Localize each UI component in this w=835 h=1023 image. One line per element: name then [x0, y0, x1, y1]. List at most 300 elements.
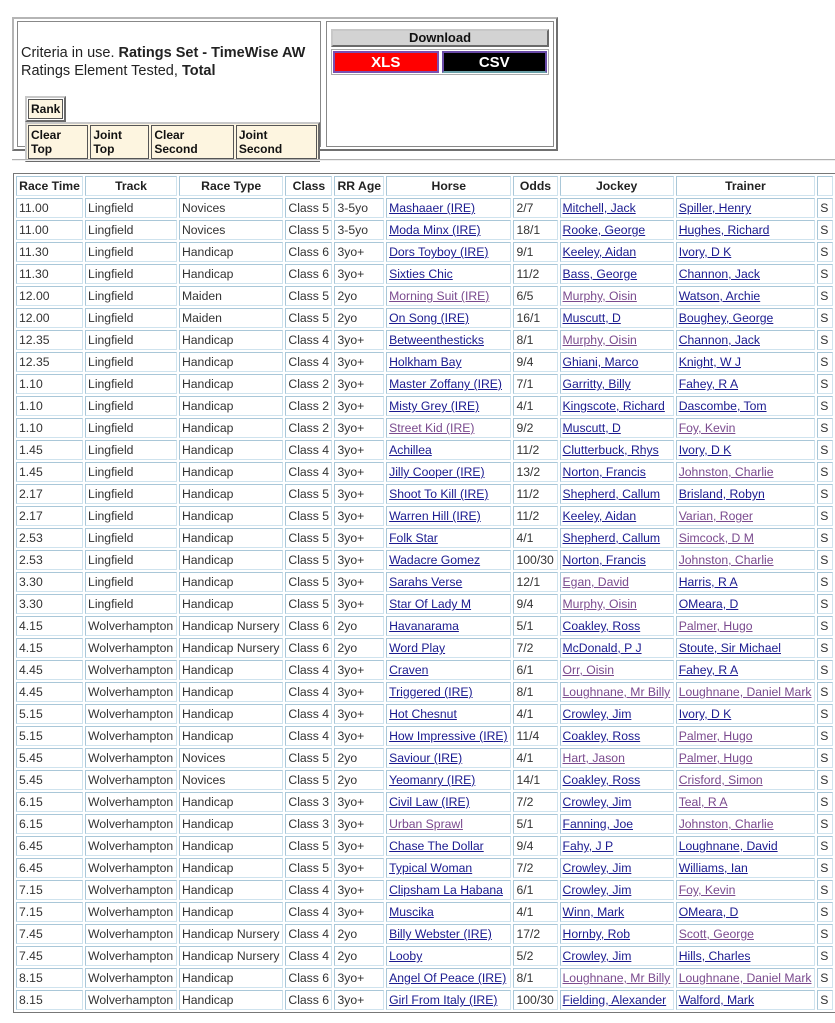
horse-link[interactable]: Hot Chesnut [389, 707, 457, 721]
odds-cell: 100/30 [513, 550, 557, 570]
odds-cell: 8/1 [513, 682, 557, 702]
jockey-link[interactable]: Coakley, Ross [562, 773, 641, 787]
trainer-link[interactable]: Johnston, Charlie [678, 553, 774, 567]
col-track: Track [85, 176, 177, 196]
horse-link[interactable]: Civil Law (IRE) [389, 795, 470, 809]
horse-link[interactable]: Achillea [389, 443, 432, 457]
jockey-link[interactable]: Keeley, Aidan [562, 245, 637, 259]
jockey-link[interactable]: Kingscote, Richard [562, 399, 665, 413]
class-cell: Class 6 [285, 968, 332, 988]
jockey-link[interactable]: Shepherd, Callum [562, 487, 661, 501]
jockey-cell [560, 902, 674, 922]
table-row [16, 330, 833, 350]
horse-cell [386, 880, 511, 900]
horse-link[interactable]: On Song (IRE) [389, 311, 470, 325]
table-row [16, 286, 833, 306]
table-row [16, 440, 833, 460]
trainer-link[interactable]: Stoute, Sir Michael [678, 641, 781, 655]
horse-cell [386, 616, 511, 636]
jockey-cell [560, 462, 674, 482]
download-header: Download [331, 29, 549, 47]
horse-link[interactable]: Triggered (IRE) [389, 685, 473, 699]
race-time-cell: 4.15 [16, 616, 83, 636]
rr-age-cell: 3yo+ [334, 462, 384, 482]
jockey-link[interactable]: Murphy, Oisin [562, 597, 637, 611]
class-cell: Class 5 [285, 506, 332, 526]
rr-age-cell: 3yo+ [334, 242, 384, 262]
jockey-link[interactable]: Ghiani, Marco [562, 355, 639, 369]
extra-cell: S [817, 748, 833, 768]
track-cell: Lingfield [85, 396, 177, 416]
extra-cell: S [817, 660, 833, 680]
race-time-cell: 8.15 [16, 990, 83, 1010]
extra-cell: S [817, 550, 833, 570]
trainer-link[interactable]: Loughnane, Daniel Mark [678, 971, 812, 985]
trainer-cell [676, 990, 816, 1010]
jockey-link[interactable]: Norton, Francis [562, 553, 646, 567]
horse-cell [386, 682, 511, 702]
horse-link[interactable]: Moda Minx (IRE) [389, 223, 481, 237]
element-label: Ratings Element Tested, [21, 63, 178, 79]
xls-download-button[interactable]: XLS [333, 51, 439, 73]
class-cell: Class 5 [285, 572, 332, 592]
odds-cell: 9/1 [513, 242, 557, 262]
table-row [16, 770, 833, 790]
horse-link[interactable]: Misty Grey (IRE) [389, 399, 480, 413]
filter-button-group [25, 122, 320, 162]
csv-download-button[interactable]: CSV [442, 51, 548, 73]
track-cell: Wolverhampton [85, 858, 177, 878]
track-cell: Lingfield [85, 528, 177, 548]
trainer-link[interactable]: Foy, Kevin [678, 883, 736, 897]
rr-age-cell: 3yo+ [334, 528, 384, 548]
horse-link[interactable]: Angel Of Peace (IRE) [389, 971, 507, 985]
odds-cell: 14/1 [513, 770, 557, 790]
track-cell: Wolverhampton [85, 968, 177, 988]
jockey-link[interactable]: Norton, Francis [562, 465, 646, 479]
odds-cell: 17/2 [513, 924, 557, 944]
horse-link[interactable]: Muscika [389, 905, 434, 919]
trainer-cell [676, 242, 816, 262]
trainer-cell [676, 286, 816, 306]
rr-age-cell: 3yo+ [334, 902, 384, 922]
table-row [16, 682, 833, 702]
trainer-link[interactable]: OMeara, D [678, 597, 739, 611]
trainer-link[interactable]: Fahey, R A [678, 663, 739, 677]
trainer-link[interactable]: Johnston, Charlie [678, 465, 774, 479]
trainer-cell [676, 550, 816, 570]
extra-cell: S [817, 264, 833, 284]
horse-cell [386, 704, 511, 724]
jockey-cell [560, 264, 674, 284]
jockey-link[interactable]: Bass, George [562, 267, 638, 281]
race-time-cell: 11.30 [16, 242, 83, 262]
jockey-link[interactable]: Murphy, Oisin [562, 289, 637, 303]
horse-cell [386, 858, 511, 878]
rr-age-cell: 2yo [334, 924, 384, 944]
jockey-cell [560, 528, 674, 548]
race-type-cell: Handicap [179, 880, 283, 900]
jockey-cell [560, 330, 674, 350]
extra-cell: S [817, 902, 833, 922]
jockey-link[interactable]: Crowley, Jim [562, 795, 632, 809]
race-type-cell: Handicap [179, 682, 283, 702]
horse-cell [386, 462, 511, 482]
horse-link[interactable]: Sarahs Verse [389, 575, 463, 589]
jockey-link[interactable]: Muscutt, D [562, 311, 621, 325]
race-type-cell: Handicap [179, 440, 283, 460]
trainer-link[interactable]: Channon, Jack [678, 333, 760, 347]
extra-cell: S [817, 220, 833, 240]
horse-cell [386, 528, 511, 548]
horse-link[interactable]: Warren Hill (IRE) [389, 509, 481, 523]
trainer-cell [676, 264, 816, 284]
trainer-link[interactable]: Crisford, Simon [678, 773, 763, 787]
rr-age-cell: 3yo+ [334, 484, 384, 504]
table-row [16, 814, 833, 834]
extra-cell: S [817, 396, 833, 416]
jockey-link[interactable]: Murphy, Oisin [562, 333, 637, 347]
rr-age-cell: 2yo [334, 638, 384, 658]
horse-link[interactable]: Morning Suit (IRE) [389, 289, 490, 303]
horse-cell [386, 242, 511, 262]
race-time-cell: 2.17 [16, 506, 83, 526]
trainer-link[interactable]: Ivory, D K [678, 443, 732, 457]
horse-link[interactable]: Billy Webster (IRE) [389, 927, 492, 941]
jockey-link[interactable]: Shepherd, Callum [562, 531, 661, 545]
rr-age-cell: 3yo+ [334, 704, 384, 724]
criteria-prefix: Criteria in use. [21, 45, 115, 61]
table-row [16, 748, 833, 768]
rr-age-cell: 2yo [334, 770, 384, 790]
jockey-link[interactable]: Winn, Mark [562, 905, 625, 919]
trainer-link[interactable]: Foy, Kevin [678, 421, 736, 435]
track-cell: Lingfield [85, 374, 177, 394]
trainer-link[interactable]: Loughnane, Daniel Mark [678, 685, 812, 699]
extra-cell: S [817, 374, 833, 394]
class-cell: Class 5 [285, 528, 332, 548]
download-cell [326, 21, 554, 147]
jockey-cell [560, 924, 674, 944]
odds-cell: 11/2 [513, 506, 557, 526]
horse-link[interactable]: Chase The Dollar [389, 839, 484, 853]
jockey-link[interactable]: McDonald, P J [562, 641, 642, 655]
trainer-cell [676, 638, 816, 658]
horse-link[interactable]: Typical Woman [389, 861, 473, 875]
col-jockey: Jockey [560, 176, 674, 196]
trainer-cell [676, 792, 816, 812]
trainer-link[interactable]: OMeara, D [678, 905, 739, 919]
horse-link[interactable]: Star Of Lady M [389, 597, 472, 611]
jockey-link[interactable]: Coakley, Ross [562, 619, 641, 633]
horse-link[interactable]: Betweenthesticks [389, 333, 484, 347]
class-cell: Class 3 [285, 814, 332, 834]
class-cell: Class 2 [285, 374, 332, 394]
horse-link[interactable]: Girl From Italy (IRE) [389, 993, 498, 1007]
horse-link[interactable]: Word Play [389, 641, 446, 655]
race-time-cell: 5.45 [16, 770, 83, 790]
extra-cell: S [817, 286, 833, 306]
race-type-cell: Handicap [179, 330, 283, 350]
trainer-link[interactable]: Hills, Charles [678, 949, 751, 963]
col-rr-age: RR Age [334, 176, 384, 196]
race-type-cell: Handicap Nursery [179, 616, 283, 636]
track-cell: Wolverhampton [85, 924, 177, 944]
extra-cell: S [817, 858, 833, 878]
horse-cell [386, 396, 511, 416]
jockey-cell [560, 220, 674, 240]
class-cell: Class 4 [285, 660, 332, 680]
rr-age-cell: 3yo+ [334, 880, 384, 900]
race-type-cell: Novices [179, 198, 283, 218]
table-row [16, 858, 833, 878]
jockey-link[interactable]: Clutterbuck, Rhys [562, 443, 659, 457]
rr-age-cell: 3yo+ [334, 858, 384, 878]
rr-age-cell: 3yo+ [334, 968, 384, 988]
table-row [16, 638, 833, 658]
class-cell: Class 5 [285, 594, 332, 614]
horse-link[interactable]: Craven [389, 663, 429, 677]
horse-cell [386, 418, 511, 438]
trainer-link[interactable]: Dascombe, Tom [678, 399, 767, 413]
rr-age-cell: 3yo+ [334, 264, 384, 284]
class-cell: Class 5 [285, 836, 332, 856]
race-time-cell: 6.15 [16, 792, 83, 812]
race-type-cell: Handicap [179, 902, 283, 922]
trainer-link[interactable]: Ivory, D K [678, 707, 732, 721]
table-row [16, 924, 833, 944]
class-cell: Class 4 [285, 880, 332, 900]
trainer-link[interactable]: Johnston, Charlie [678, 817, 774, 831]
jockey-cell [560, 660, 674, 680]
horse-link[interactable]: Folk Star [389, 531, 438, 545]
jockey-cell [560, 616, 674, 636]
jockey-link[interactable]: Egan, David [562, 575, 629, 589]
trainer-link[interactable]: Walford, Mark [678, 993, 755, 1007]
horse-cell [386, 550, 511, 570]
class-cell: Class 4 [285, 902, 332, 922]
extra-cell: S [817, 682, 833, 702]
horse-link[interactable]: Master Zoffany (IRE) [389, 377, 502, 391]
jockey-link[interactable]: Hornby, Rob [562, 927, 631, 941]
extra-cell: S [817, 704, 833, 724]
joint-top-button[interactable]: Joint Top [90, 125, 149, 159]
horse-cell [386, 968, 511, 988]
race-time-cell: 7.15 [16, 880, 83, 900]
table-row [16, 946, 833, 966]
joint-second-button[interactable]: Joint Second [236, 125, 317, 159]
trainer-link[interactable]: Harris, R A [678, 575, 738, 589]
table-row [16, 880, 833, 900]
trainer-link[interactable]: Hughes, Richard [678, 223, 770, 237]
horse-link[interactable]: Clipsham La Habana [389, 883, 503, 897]
horse-link[interactable]: Yeomanry (IRE) [389, 773, 476, 787]
trainer-link[interactable]: Channon, Jack [678, 267, 760, 281]
jockey-link[interactable]: Fielding, Alexander [562, 993, 667, 1007]
track-cell: Wolverhampton [85, 814, 177, 834]
horse-link[interactable]: Wadacre Gomez [389, 553, 481, 567]
horse-cell [386, 286, 511, 306]
trainer-link[interactable]: Fahey, R A [678, 377, 739, 391]
horse-cell [386, 594, 511, 614]
trainer-link[interactable]: Brisland, Robyn [678, 487, 765, 501]
trainer-link[interactable]: Knight, W J [678, 355, 741, 369]
jockey-link[interactable]: Keeley, Aidan [562, 509, 637, 523]
odds-cell: 11/2 [513, 440, 557, 460]
jockey-cell [560, 770, 674, 790]
trainer-link[interactable]: Simcock, D M [678, 531, 754, 545]
table-row [16, 264, 833, 284]
odds-cell: 11/2 [513, 264, 557, 284]
extra-cell: S [817, 792, 833, 812]
jockey-cell [560, 880, 674, 900]
race-time-cell: 8.15 [16, 968, 83, 988]
rr-age-cell: 3yo+ [334, 352, 384, 372]
trainer-cell [676, 902, 816, 922]
extra-cell: S [817, 462, 833, 482]
track-cell: Lingfield [85, 330, 177, 350]
jockey-link[interactable]: Fanning, Joe [562, 817, 633, 831]
trainer-link[interactable]: Palmer, Hugo [678, 619, 753, 633]
jockey-link[interactable]: Orr, Oisin [562, 663, 614, 677]
trainer-link[interactable]: Teal, R A [678, 795, 728, 809]
track-cell: Wolverhampton [85, 880, 177, 900]
horse-link[interactable]: Looby [389, 949, 423, 963]
extra-cell: S [817, 308, 833, 328]
horse-link[interactable]: Saviour (IRE) [389, 751, 463, 765]
jockey-cell [560, 814, 674, 834]
extra-cell: S [817, 572, 833, 592]
rr-age-cell: 2yo [334, 946, 384, 966]
trainer-link[interactable]: Scott, George [678, 927, 754, 941]
table-row [16, 726, 833, 746]
extra-cell: S [817, 814, 833, 834]
jockey-link[interactable]: Crowley, Jim [562, 861, 632, 875]
jockey-cell [560, 242, 674, 262]
horse-cell [386, 264, 511, 284]
track-cell: Wolverhampton [85, 616, 177, 636]
trainer-cell [676, 352, 816, 372]
track-cell: Lingfield [85, 198, 177, 218]
jockey-link[interactable]: Loughnane, Mr Billy [562, 971, 671, 985]
horse-link[interactable]: Mashaaer (IRE) [389, 201, 476, 215]
horse-link[interactable]: Dors Toyboy (IRE) [389, 245, 489, 259]
race-type-cell: Handicap [179, 550, 283, 570]
jockey-cell [560, 418, 674, 438]
jockey-cell [560, 836, 674, 856]
jockey-link[interactable]: Coakley, Ross [562, 729, 641, 743]
jockey-link[interactable]: Loughnane, Mr Billy [562, 685, 671, 699]
trainer-link[interactable]: Watson, Archie [678, 289, 761, 303]
jockey-link[interactable]: Hart, Jason [562, 751, 625, 765]
trainer-link[interactable]: Ivory, D K [678, 245, 732, 259]
rr-age-cell: 3yo+ [334, 726, 384, 746]
divider [12, 159, 835, 161]
race-type-cell: Handicap [179, 418, 283, 438]
horse-link[interactable]: Jilly Cooper (IRE) [389, 465, 485, 479]
jockey-link[interactable]: Crowley, Jim [562, 707, 632, 721]
trainer-link[interactable]: Palmer, Hugo [678, 751, 753, 765]
odds-cell: 2/7 [513, 198, 557, 218]
class-cell: Class 3 [285, 792, 332, 812]
class-cell: Class 5 [285, 858, 332, 878]
horse-link[interactable]: Sixties Chic [389, 267, 453, 281]
table-row [16, 572, 833, 592]
trainer-link[interactable]: Boughey, George [678, 311, 774, 325]
jockey-link[interactable]: Rooke, George [562, 223, 646, 237]
horse-cell [386, 946, 511, 966]
clear-top-button[interactable]: Clear Top [28, 125, 88, 159]
extra-cell: S [817, 418, 833, 438]
jockey-cell [560, 594, 674, 614]
horse-link[interactable]: How Impressive (IRE) [389, 729, 508, 743]
odds-cell: 11/4 [513, 726, 557, 746]
trainer-cell [676, 748, 816, 768]
horse-link[interactable]: Street Kid (IRE) [389, 421, 475, 435]
trainer-cell [676, 946, 816, 966]
rr-age-cell: 2yo [334, 748, 384, 768]
odds-cell: 12/1 [513, 572, 557, 592]
trainer-cell [676, 528, 816, 548]
class-cell: Class 5 [285, 550, 332, 570]
jockey-link[interactable]: Crowley, Jim [562, 883, 632, 897]
horse-link[interactable]: Havanarama [389, 619, 459, 633]
trainer-link[interactable]: Williams, Ian [678, 861, 748, 875]
horse-link[interactable]: Shoot To Kill (IRE) [389, 487, 489, 501]
race-time-cell: 5.45 [16, 748, 83, 768]
rank-button[interactable]: Rank [28, 99, 63, 119]
col-trainer: Trainer [676, 176, 816, 196]
race-time-cell: 12.00 [16, 286, 83, 306]
horse-link[interactable]: Holkham Bay [389, 355, 462, 369]
trainer-link[interactable]: Spiller, Henry [678, 201, 752, 215]
table-row [16, 792, 833, 812]
track-cell: Wolverhampton [85, 660, 177, 680]
extra-cell: S [817, 242, 833, 262]
table-row [16, 352, 833, 372]
race-time-cell: 11.00 [16, 198, 83, 218]
track-cell: Lingfield [85, 352, 177, 372]
trainer-cell [676, 770, 816, 790]
rr-age-cell: 2yo [334, 308, 384, 328]
odds-cell: 9/4 [513, 836, 557, 856]
clear-second-button[interactable]: Clear Second [151, 125, 234, 159]
trainer-link[interactable]: Loughnane, David [678, 839, 778, 853]
trainer-cell [676, 440, 816, 460]
trainer-link[interactable]: Varian, Roger [678, 509, 753, 523]
jockey-link[interactable]: Garritty, Billy [562, 377, 631, 391]
table-row [16, 242, 833, 262]
extra-cell: S [817, 484, 833, 504]
race-type-cell: Novices [179, 220, 283, 240]
odds-cell: 6/1 [513, 660, 557, 680]
trainer-cell [676, 374, 816, 394]
race-time-cell: 1.45 [16, 440, 83, 460]
class-cell: Class 4 [285, 682, 332, 702]
jockey-link[interactable]: Mitchell, Jack [562, 201, 636, 215]
class-cell: Class 2 [285, 396, 332, 416]
track-cell: Lingfield [85, 462, 177, 482]
horse-link[interactable]: Urban Sprawl [389, 817, 463, 831]
trainer-link[interactable]: Palmer, Hugo [678, 729, 753, 743]
extra-cell: S [817, 968, 833, 988]
jockey-link[interactable]: Muscutt, D [562, 421, 621, 435]
jockey-link[interactable]: Crowley, Jim [562, 949, 632, 963]
jockey-cell [560, 792, 674, 812]
col-class: Class [285, 176, 332, 196]
jockey-link[interactable]: Fahy, J P [562, 839, 614, 853]
jockey-cell [560, 550, 674, 570]
